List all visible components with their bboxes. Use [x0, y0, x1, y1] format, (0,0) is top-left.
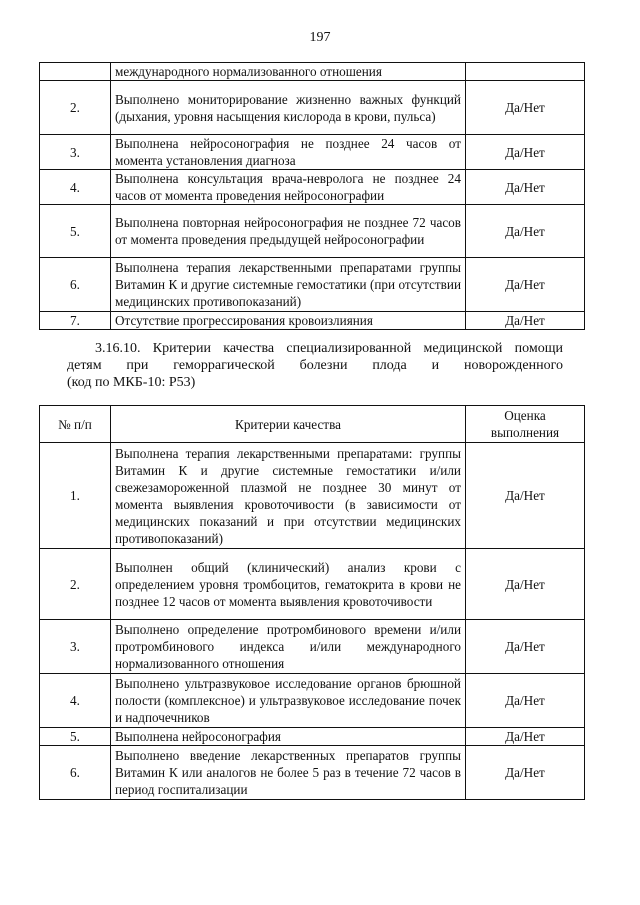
row-number: 5.	[40, 728, 111, 746]
row-number: 3.	[40, 135, 111, 170]
row-number: 6.	[40, 258, 111, 312]
evaluation-cell: Да/Нет	[466, 312, 585, 330]
table-row	[40, 549, 585, 620]
table-row	[40, 443, 585, 549]
column-header-number: № п/п	[40, 406, 111, 443]
table-row	[40, 312, 585, 330]
evaluation-cell: Да/Нет	[466, 728, 585, 746]
evaluation-cell: Да/Нет	[466, 746, 585, 800]
criterion-text: Отсутствие прогрессирования кровоизлияния	[111, 312, 466, 330]
page-number: 197	[309, 30, 331, 45]
row-number: 7.	[40, 312, 111, 330]
criterion-text: Выполнено мониторирование жизненно важных функций (дыхания, уровня насыщения кислорода в крови, пульса)	[111, 81, 466, 135]
table-row	[40, 258, 585, 312]
criterion-text: Выполнена терапия лекарственными препаратами: группы Витамин К и другие системные гемостатики и/или свежезамороженной плазмой не позднее 30 минут от момента выявления кровоточивости (в зависимости от медицинских показаний и при отсутствии медицинских противопоказаний)	[111, 443, 466, 549]
table-row	[40, 728, 585, 746]
evaluation-cell: Да/Нет	[466, 443, 585, 549]
evaluation-cell: Да/Нет	[466, 135, 585, 170]
table-row	[40, 674, 585, 728]
row-number: 2.	[40, 549, 111, 620]
table-row	[40, 81, 585, 135]
table-row	[40, 63, 585, 81]
table-row	[40, 620, 585, 674]
quality-criteria-table	[39, 405, 585, 800]
section-heading-line: 3.16.10. Критерии качества специализированной медицинской помощи	[95, 341, 563, 356]
row-number: 3.	[40, 620, 111, 674]
table-header-row	[40, 406, 585, 443]
criterion-text: Выполнена консультация врача-невролога не позднее 24 часов от момента проведения нейросонографии	[111, 170, 466, 205]
row-number	[40, 63, 111, 81]
evaluation-cell: Да/Нет	[466, 170, 585, 205]
criterion-text: Выполнен общий (клинический) анализ крови с определением уровня тромбоцитов, гематокрита в крови не позднее 12 часов от момента выявления кровоточивости	[111, 549, 466, 620]
evaluation-cell: Да/Нет	[466, 258, 585, 312]
table-row	[40, 205, 585, 258]
criterion-text: Выполнено определение протромбинового времени и/или протромбинового индекса и/или международного нормализованного отношения	[111, 620, 466, 674]
evaluation-cell	[466, 63, 585, 81]
section-heading	[67, 340, 563, 391]
evaluation-cell: Да/Нет	[466, 620, 585, 674]
criterion-text: Выполнена нейросонография	[111, 728, 466, 746]
row-number: 6.	[40, 746, 111, 800]
evaluation-cell: Да/Нет	[466, 549, 585, 620]
row-number: 4.	[40, 674, 111, 728]
table-row	[40, 746, 585, 800]
table-row	[40, 170, 585, 205]
evaluation-cell: Да/Нет	[466, 674, 585, 728]
column-header-criteria: Критерии качества	[111, 406, 466, 443]
criterion-text: Выполнена повторная нейросонография не позднее 72 часов от момента проведения предыдущей нейросонографии	[111, 205, 466, 258]
criterion-text: Выполнено ультразвуковое исследование органов брюшной полости (комплексное) и ультразвуковое исследование почек и надпочечников	[111, 674, 466, 728]
column-header-evaluation: Оценка выполнения	[466, 406, 585, 443]
quality-criteria-table-continued	[39, 62, 585, 330]
row-number: 1.	[40, 443, 111, 549]
row-number: 4.	[40, 170, 111, 205]
evaluation-cell: Да/Нет	[466, 205, 585, 258]
table-row	[40, 135, 585, 170]
row-number: 2.	[40, 81, 111, 135]
criterion-text: Выполнено введение лекарственных препаратов группы Витамин К или аналогов не более 5 раз в течение 72 часов в период госпитализации	[111, 746, 466, 800]
criterion-text: Выполнена нейросонография не позднее 24 часов от момента установления диагноза	[111, 135, 466, 170]
row-number: 5.	[40, 205, 111, 258]
evaluation-cell: Да/Нет	[466, 81, 585, 135]
section-heading-line: (код по МКБ-10: Р53)	[67, 375, 196, 390]
section-heading-line: детям при геморрагической болезни плода и новорожденного	[67, 358, 563, 373]
criterion-text: международного нормализованного отношения	[111, 63, 466, 81]
criterion-text: Выполнена терапия лекарственными препаратами группы Витамин К и другие системные гемостатики (при отсутствии медицинских противопоказаний)	[111, 258, 466, 312]
